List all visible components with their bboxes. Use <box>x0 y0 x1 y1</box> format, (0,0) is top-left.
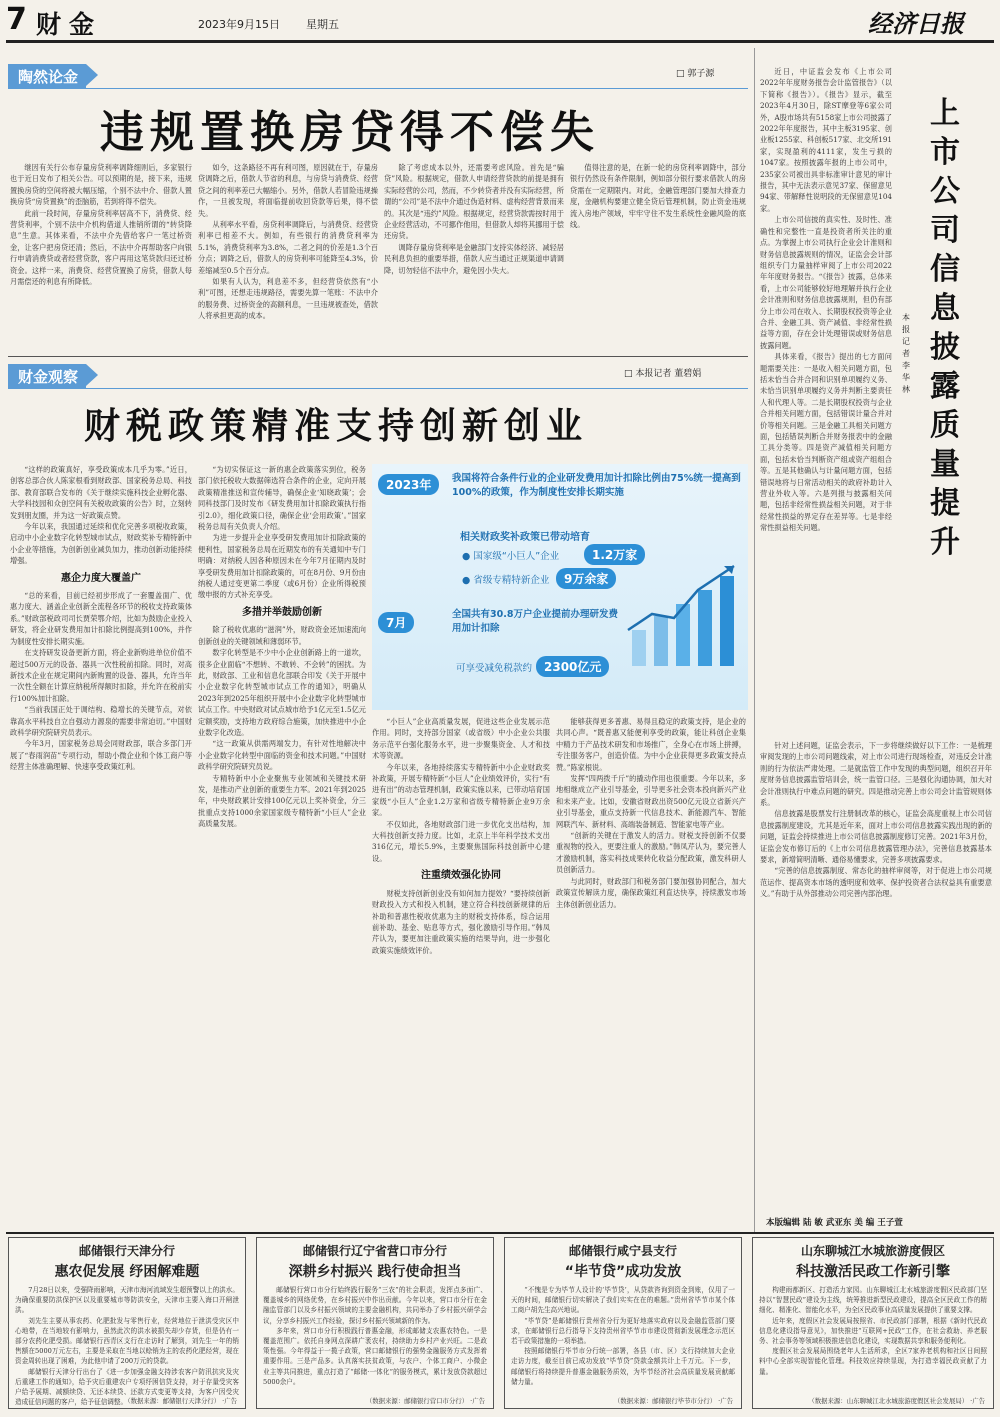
ad-title: 深耕乡村振兴 践行使命担当 <box>288 1264 462 1280</box>
column1-rule <box>8 88 748 89</box>
column1-author: □ 郭子源 <box>676 69 715 79</box>
subhead-3: 注重绩效强化协同 <box>421 870 501 882</box>
issue-date: 2023年9月15日 <box>198 18 280 31</box>
column2-text-b: “为切实保证这一新的惠企政策落实到位，税务部门依托税收大数据筛选符合条件的企业，定向开展政策精准推送和宣传辅导，确保企业‘知晓政策’；会同科技部门及时发布《研发费用加计扣除政策执行指引2.0》，细化政策口径，确保企业‘会用政策’。”国家税务总局有关负责人介绍。 为进一步提升企业享受研发费用加计扣除政策的便利性，国家税务总局在近期发布的有关通知中专门明确：对纳税人因各种原因未在今年7月征期内及时享受研发费用加计扣除政策的，可在8月份、9月份由纳税人通过变更第二季度（或6月份）企业所得税预缴申报的方式补充享受。 多措并举鼓励创新 除了税收优惠的“滋润”外，财政资金还加速流向创新创业的关键领域和薄弱环节。 数字化转型是不少中小企业创新路上的一道坎，很多企业面临“不想转、不敢转、不会转”的困扰。为此，财政部、工业和信息化部联合印发《关于开展中小企业数字化转型城市试点工作的通知》，明确从2023年到2025年组织开展中小企业数字化转型城市试点工作。中央财政对试点城市给予1亿元至1.5亿元定额奖励，支持地方政府综合施策，加快推进中小企业数字化改造。 “这一政策从供需两端发力，有针对性地解决中小企业数字化转型中面临的资金和技术问题。”中国财政科学研究院研究员说。 专精特新中小企业聚焦专业领域和关键技术研发，是推动产业创新的重要生力军。2021年到2025年，中央财政累计安排100亿元以上奖补资金，分三批重点支持1000余家国家级专精特新“小巨人”企业高质量发展。 <box>198 465 366 829</box>
page-number: 7 <box>6 2 27 37</box>
info-month-text: 全国共有30.8万户企业提前办理研发费用加计扣除 <box>452 609 618 634</box>
info-year-badge: 2023年 <box>378 474 439 495</box>
ad-title: 惠农促发展 纾困解难题 <box>54 1264 200 1280</box>
column1-text-c: 除了考虑成本以外，还需要考虑风险。首先是“骗贷”风险。根据规定，借款人申请经营贷款的前提是拥有实际经营的公司，然而，不少转贷者并没有实际经营，所谓的“公司”是不法中介通过伪造材料、虚构经营背景而来的。其次是“违约”风险。根据规定，经营贷款需按时用于企业经营活动，不可挪作他用，但借款人却将其挪用于偿还房贷。 调降存量房贷利率是金融部门支持实体经济、减轻居民利息负担的重要举措，借款人应当通过正规渠道申请调降，切勿轻信不法中介，避免因小失大。 <box>384 163 564 275</box>
ad-liaocheng <box>752 1237 994 1409</box>
column2-headline: 财税政策精准支持创新创业 <box>84 405 589 447</box>
ad-body: 邮储银行营口市分行始终践行服务“三农”的社会职责，发挥点多面广、覆盖城乡的网络优势，在乡村振兴中作出贡献。今年以来，营口市分行在金融监管部门以及乡村振兴领域的主要金融机构，共同举办了乡村振兴研学会议，分享乡村振兴工作经验，探讨乡村振兴领域新的作为。 多年来，营口市分行积极践行普惠金融，形成邮储支农惠农特色。一是覆盖范围广。依托自身网点深耕广袤农村，持续助力乡村产业兴旺。二是政策性强。今年得益于一揽子政策，营口邮储银行的强势金融服务方式发挥着重要作用。三是产品多。认真落实扶贫政策，与农户、个体工商户、小微企业主等共同推进，重点打造了“邮储·一体化”的服务模式，累计发放贷款超过5000余户。 <box>263 1286 487 1386</box>
column1-text-d: 值得注意的是，在新一轮的房贷利率调降中，部分银行仍然设有条件限制，例如部分银行要求借款人的房贷需在一定期限内。对此，金融管理部门要加大排查力度，金融机构要建立健全贷后管理机制，防止资金违规流入房地产领域，牢牢守住不发生系统性金融风险的底线。 <box>570 163 746 230</box>
info-headline: 我国将符合条件行业的企业研发费用加计扣除比例由75%统一提高到100%的政策，作为制度性安排长期实施 <box>452 473 741 498</box>
section-name: 财金 <box>36 10 103 39</box>
ad-source: （数据来源：邮储银行毕节市分行） ·广告 <box>613 1397 733 1405</box>
column3-text-wide: 针对上述问题，证监会表示，下一步将继续做好以下工作：一是梳理审阅发现的上市公司问题线索，对上市公司进行现场检查，对违反会计准则的行为依法严肃处理。二是就监管工作中发现的典型问题，组织召开年度财务信息披露监管培训会，统一监管口径。三是强化沟通协调，加大对会计准则执行中难点问题的研究。四是推动完善上市公司会计监管规则体系。 信息披露是股票发行注册制改革的核心，证监会高度重视上市公司信息披露制度建设，尤其是近年来，面对上市公司信息披露实践出现的新的问题，证监会持续推进上市公司信息披露制度修订完善。2021年3月份，证监会发布修订后的《上市公司信息披露管理办法》，完善信息披露基本要求，新增简明清晰、通俗易懂要求，完善多项披露要求。 “完善的信息披露制度、常态化的抽样审阅等，对于促进上市公司规范运作、提高资本市场的透明度和效率、保护投资者合法权益具有重要意义。”有助于从外部推动公司完善内部治理。 <box>760 741 992 899</box>
ad-body: 7月28日以来，受强降雨影响，天津市海河流域发生超预警以上的洪水。为确保重要防洪保护区以及重要城市等防洪安全，天津市主要入海口开闸泄洪。 刘先生主要从事农药、化肥批发与零售行业，经营地位于泄洪受灾区中心地带，在当地较有影响力，虽然此次的洪水被损失却少存货，但是仍有一部分农药化肥受损。邮储银行西青区支行在走访时了解到，刘先生一年的销售额在5000万元左右，主要是采取在当地以赊销为主的农药化肥经营，现在资金周转出现了困难，为此他申请了200万元的贷款。 邮储银行天津分行出台了《进一步加强金融支持涉农客户防汛抗灾及灾后重建工作的通知》，给予灾后重建农户专项纾困信贷支持，对于存量受灾客户给予展期、减额续贷、无还本续贷、还款方式变更等支持，为客户因受灾造成征信问题的客户，给予征信调整。 <box>15 1286 239 1407</box>
column2-text-c: “小巨人”企业高质量发展，促进这些企业发展示范作用。同时，支持部分国家（或省级）中小企业公共服务示范平台强化服务水平，进一步聚集资金、人才和技术等资源。 今年以来，各地持续落实专精特新中小企业财政奖补政策，开展专精特新“小巨人”企业绩效评价，实行“有进有出”的动态管理机制，政策实施以来，已带动培育国家级“小巨人”企业1.2万家和省级专精特新企业9万余家。 不仅如此，各地财政部门进一步优化支出结构，加大科技创新支持力度。比如，北京上半年科学技术支出316亿元，增长5.9%，主要聚焦国际科技创新中心建设。 注重绩效强化协同 财税支持创新创业没有如何加力提效？“要持续创新财政投入方式和投入机制，建立符合科技创新规律的后补助和普惠性税收优惠为主的财税支持体系，综合运用前补助、基金、贴息等方式，强化激励引导作用。”韩凤芹认为，要更加注重政策实施的结果导向，进一步强化政策实施绩效评价。 <box>372 717 550 955</box>
ad-title: 科技激活民政工作新引擎 <box>796 1264 950 1280</box>
column2-author: □ 本报记者 董碧娟 <box>624 369 702 379</box>
ad-source: （数据来源：邮储银行天津分行） ·广告 <box>124 1397 237 1405</box>
ad-unit-name: 邮储银行天津分行 <box>78 1244 175 1258</box>
column2-text-a: “这样的政策真好，享受政策成本几乎为零。”近日，创客总部合伙人陈家根看到财政部、国家税务总局、科技部、教育部联合发布的《关于继续实施科技企业孵化器、大学科技园和众创空间有关税收政策的公告》时，立刻转发到朋友圈，并为这一好政策点赞。 今年以来，我国通过延续和优化完善多项税收政策，启动中小企业数字化转型城市试点，财政奖补专精特新中小企业等措施，为创新创业减负加力，推动创新动能持续增强。 惠企力度大覆盖广 “总的来看，目前已经初步形成了一套覆盖面广、优惠力度大、涵盖企业创新全流程各环节的税收支持政策体系。”财政部税政司司长贾荣鄂介绍，比如为鼓励企业投入研发，将企业研发费用加计扣除比例提高到100%，并作为制度性安排长期实施。 在支持研发设备更新方面，将企业新购进单位价值不超过500万元的设备、器具一次性税前扣除。同时，对高新技术企业在规定期间内新购置的设备、器具，允许当年一次性全额在计算应纳税所得额时扣除，并允许在税前实行100%加计扣除。 “当前我国正处于调结构、稳增长的关键节点，对依靠高水平科技自立自强动力源泉的需要非常迫切。”中国财政科学研究院研究员表示。 今年3月，国家税务总局会同财政部，联合多部门开展了“春雨润苗”专项行动，帮助小微企业和个体工商户等经营主体准确理解、快速享受政策红利。 <box>10 465 192 772</box>
infographic <box>372 464 748 710</box>
ad-title: “毕节贷”成功发放 <box>564 1264 682 1280</box>
growth-chart-illustration <box>622 560 748 668</box>
issue-weekday: 星期五 <box>306 18 339 31</box>
column-tag-caijin: 财金观察 <box>8 364 86 389</box>
column3-divider <box>754 48 755 1232</box>
ad-bijie <box>504 1237 742 1409</box>
ad-body: “不愧是专为毕节人设计的‘毕节贷’，从贷款咨询到资金到账，仅用了一天的时间，邮储银行切实解决了我们实实在在的难题。”贵州省毕节市某个体工商户胡先生高兴地说。 “毕节贷”是邮储银行贵州省分行为更好地落实政府以及金融监管部门要求，在邮储银行总行指导下支持贵州省毕节市市建设贯彻新发展理念示范区若干政策措施的一项举措。 按照邮储银行毕节市分行统一部署，各县（市、区）支行持续加大企业走访力度，截至目前已成功发放“毕节贷”贷款金额共计上千万元。下一步，邮储银行将持续提升普惠金融服务质效，为毕节经济社会高质量发展贡献邮储力量。 <box>511 1286 735 1386</box>
info-item1-value: 1.2万家 <box>584 544 645 565</box>
ad-unit-name: 山东聊城江水城旅游度假区 <box>800 1244 945 1258</box>
column2-text-d: 能够获得更多普惠、易得且稳定的政策支持，是企业的共同心声。“既普惠又能便利享受的政策，能让科创企业集中精力于产品技术研发和市场推广，全身心在市场上拼搏，专注服务客户，创造价值。为中小企业获得更多政策支持点赞。”陈家根说。 发挥“四两拨千斤”的撬动作用也很重要。今年以来，多地相继成立产业引导基金，引导更多社会资本投向新兴产业和未来产业。比如，安徽省财政出资500亿元设立省新兴产业引导基金，重点支持新一代信息技术、新能源汽车、智能网联汽车、新材料、高端装备制造、智能家电等产业。 “创新的关键在于激发人的活力。财税支持创新不仅要重视物的投入，更要注重人的激励。”韩凤芹认为，要完善人才激励机制，落实科技成果转化收益分配政策，激发科研人员创新活力。 与此同时，财政部门和税务部门要加强协同配合，加大政策宣传解读力度，确保政策红利直达快享，持续激发市场主体创新创业活力。 <box>556 717 746 909</box>
info-item2-value: 9万余家 <box>556 568 616 589</box>
section-separator <box>8 356 748 357</box>
column3-text: 近日，中证监会发布《上市公司2022年年度财务报告会计监管报告》（以下简称《报告》）。《报告》显示，截至2023年4月30日，除ST摩登等6家公司外，A股市场共有5158家上市公司披露了2022年年度报告，其中主板3195家、创业板1255家、科创板517家、北交所191家，实现盈利的4111家，发生亏损的1047家。按照披露年报的上市公司中，235家公司被出具非标准审计意见的审计报告，其中无法表示意见37家、保留意见94家、带解释性说明段的无保留意见104家。 上市公司信披的真实性、及时性、准确性和完整性一直是投资者所关注的重点。为掌握上市公司执行企业会计准则和财务信息披露规则的情况，证监会会计部组织专门力量抽样审阅了上市公司2022年年度财务报告。“《报告》披露，总体来看，上市公司能够较好地理解并执行企业会计准则和财务信息披露规则，但仍有部分上市公司在收入、长期股权投资等企业合并、金融工具、资产减值、非经常性损益等方面，存在会计处理错误或财务信息披露问题。 具体来看，《报告》提出的七方面问题需要关注：一是收入相关问题方面，包括未恰当合并合同和识别单项履约义务、未恰当识别单项履约义务并判断主要责任人和代理人等。二是长期股权投资与企业合并相关问题方面，包括错误计量合并对价等相关问题。三是金融工具相关问题方面，包括错误判断合并财务报表中的金融工具分类等。四是资产减值相关问题方面，包括未恰当判断资产组或资产组组合等。五是其他确认与计量问题方面，包括错误地将与日常活动相关的政府补助计入营业外收入等。六是列报与披露相关问题，包括非经常性损益相关问题，对于非经常性损益的界定存在差异等。七是非经常性损益相关问题。 <box>760 67 892 533</box>
ad-tianjin <box>8 1237 246 1409</box>
masthead-rule <box>6 40 994 43</box>
subhead-1: 惠企力度大覆盖广 <box>61 572 141 584</box>
column1-headline: 违规置换房贷得不偿失 <box>100 107 600 158</box>
column1-text-a: 继因有关行公布存量房贷利率调降细则后，多家银行也于近日发布了相关公告。可以预期的是，接下来，违规置换房贷的空间将被大幅压缩，个别不法中介、借款人置换房贷“房贷置换”的歪脑筋，若到将得不偿失。 此前一段时间，存量房贷利率居高不下，消费贷、经营贷利率，个别不法中介机构借道人推销所谓的“转贷降息”生意。其体来看，不法中介先借给客户一笔过桥资金，让客户把房贷还清；然后，不法中介再帮助客户向银行申请消费贷或者经营贷款，客户再用这笔贷款归还过桥资金。这样一来，消费贷、经营贷置换了房贷，借款人每月需偿还的利息有所降低。 <box>10 163 192 287</box>
info-item2-label: ● 省级专精特新企业 <box>462 575 550 586</box>
info-item1-label: ● 国家级“小巨人”企业 <box>462 551 560 562</box>
column2-rule <box>8 388 748 389</box>
ad-body: 构建雨都新区、打造活力家园。山东聊城江北水城旅游度假区民政部门坚持以“智慧民政”建设为主线，统筹推进新型民政建设，提高全区民政工作的精细化、精准化、智能化水平，为全区民政事业高质量发展提供了重要支撑。 近年来，度假区社会发展局按照省、市民政部门部署，根据《新时代民政信息化建设指导意见》，加快推进“互联网+民政”工作，在社会救助、养老服务、社会事务等领域积极推进信息化建设，实现数据共享和服务便利化。 度假区社会发展局围绕老年人生活所求，全区7家养老机构和社区日间照料中心全部实现智能化管理。科技效应持续显现，为打造幸福民政贡献了力量。 <box>759 1286 987 1376</box>
info-amount-label: 可享受减免税款约 <box>456 663 533 674</box>
info-subtitle: 相关财政奖补政策已带动培育 <box>460 532 590 543</box>
paper-logo: 经济日报 <box>868 9 964 38</box>
subhead-2: 多措并举鼓励创新 <box>242 606 322 618</box>
editors-line: 本版编辑 陆 敏 武亚东 美 编 王子萱 <box>766 1218 903 1228</box>
ad-yingkou <box>256 1237 494 1409</box>
column-tag-taoran: 陶然论金 <box>8 64 86 89</box>
ad-source: （数据来源：山东聊城江北水城旅游度假区社会发展局） ·广告 <box>808 1397 985 1405</box>
column3-headline: 上市公司信息披露质量提升 <box>930 96 960 560</box>
info-month-badge: 7月 <box>378 612 414 633</box>
ad-unit-name: 邮储银行咸宁县支行 <box>568 1244 677 1258</box>
column3-byline: 本报记者 李华林 <box>902 313 910 394</box>
ads-rule <box>6 1232 994 1234</box>
column1-text-b: 如今，这条路径不再有利可图，原因就在于，存量房贷调降之后，借款人节省的利息，与房贷与消费贷、经营贷之间的利率差已大幅缩小。另外，借款人若冒险违规操作，一旦被发现，将面临提前收回贷款等后果，得不偿失。 从利率水平看，房贷利率调降后，与消费贷、经营贷利率已相差不大。例如，有些银行的消费贷利率为5.1%，消费贷利率为3.8%，二者之间的价差是1.3个百分点；调降之后，借款人的房贷利率可能降至4.3%，价差缩减至0.5个百分点。 如果有人认为，利息差不多，但经营贷依然有“小利”可图，还想走违规路径，需要先算一笔账：不法中介的服务费、过桥资金的高额利息，一旦违规被查处，借款人将承担更高的成本。 <box>198 163 378 321</box>
ad-unit-name: 邮储银行辽宁省营口市分行 <box>302 1244 447 1258</box>
ad-source: （数据来源：邮储银行营口市分行） ·广告 <box>365 1397 485 1405</box>
info-amount-value: 2300亿元 <box>536 656 609 677</box>
